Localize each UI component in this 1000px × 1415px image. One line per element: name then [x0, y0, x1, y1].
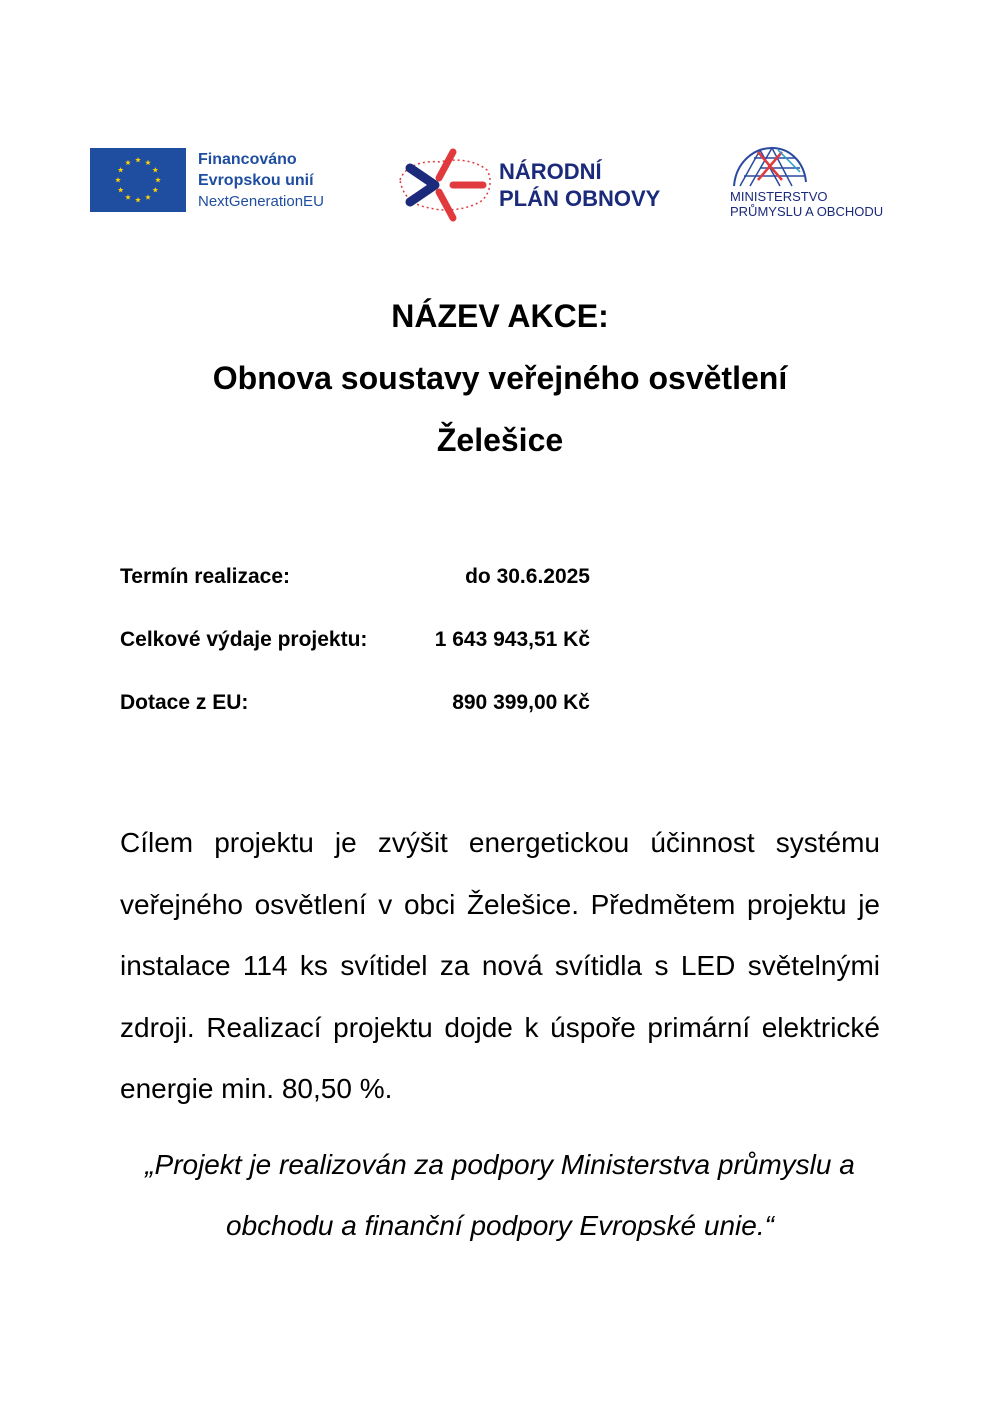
title-location: Želešice	[436, 422, 564, 458]
title-label: NÁZEV AKCE:	[391, 298, 609, 334]
mpo-globe-icon	[730, 142, 810, 188]
info-label: Termín realizace:	[120, 565, 291, 588]
info-label: Dotace z EU:	[120, 691, 249, 714]
info-row-total-cost	[120, 628, 720, 691]
eu-flag-icon	[90, 148, 186, 212]
npo-logo-line2: PLÁN OBNOVY	[499, 186, 661, 211]
info-value: do 30.6.2025	[465, 565, 590, 588]
project-title	[0, 290, 1000, 476]
project-info	[120, 565, 720, 754]
info-label: Celkové výdaje projektu:	[120, 628, 368, 651]
logo-bar	[90, 140, 910, 230]
eu-logo-line2: Evropskou unií	[198, 171, 314, 189]
eu-logo-line1: Financováno	[198, 150, 297, 168]
npo-logo	[395, 140, 660, 230]
eu-logo-line3: NextGenerationEU	[198, 192, 324, 210]
project-description: Cílem projektu je zvýšit energetickou účinnost systému veřejného osvětlení v obci Želešice. Předmětem projektu je instalace 114 ks svítidel za nová svítidla s LED světelnými zdroji. Realizací projektu dojde k úspoře primární elektrické energie min. 80,50 %.	[120, 827, 880, 1104]
npo-logo-text	[499, 158, 660, 212]
title-project-name: Obnova soustavy veřejného osvětlení	[212, 360, 788, 396]
funding-statement: „Projekt je realizován za podpory Ministerstva průmyslu a obchodu a finanční podpory Evropské unie.“	[145, 1149, 855, 1241]
info-row-term	[120, 565, 720, 628]
mpo-logo-text	[730, 189, 910, 219]
npo-logo-line1: NÁRODNÍ	[499, 159, 602, 184]
eu-logo	[90, 148, 324, 212]
narodni-plan-obnovy-icon	[395, 140, 495, 230]
info-value: 890 399,00 Kč	[452, 691, 590, 714]
mpo-logo	[730, 142, 910, 219]
eu-logo-text	[198, 149, 324, 212]
info-row-eu-grant	[120, 691, 720, 754]
mpo-logo-line1: MINISTERSTVO	[730, 189, 828, 204]
info-value: 1 643 943,51 Kč	[434, 628, 590, 651]
mpo-logo-line2: PRŮMYSLU A OBCHODU	[730, 204, 884, 219]
